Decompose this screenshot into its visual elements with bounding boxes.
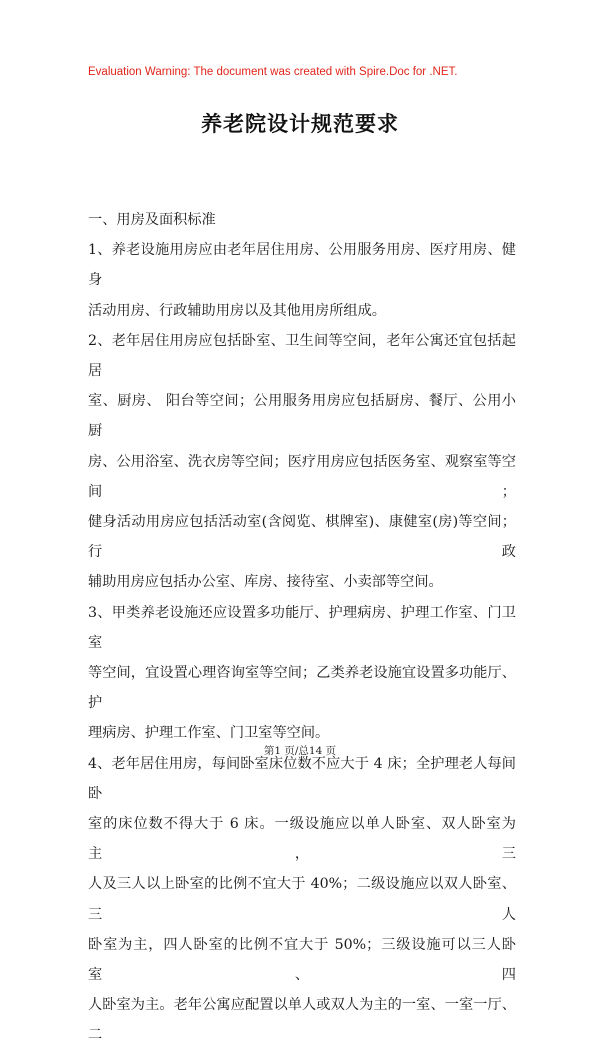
document-body [88, 205, 516, 1051]
paragraph-3-line: 等空间，宜设置心理咨询室等空间；乙类养老设施宜设置多功能厅、护 [88, 665, 516, 712]
document-title: 养老院设计规范要求 [201, 111, 399, 136]
paragraph-2-line: 辅助用房应包括办公室、库房、接待室、小卖部等空间。 [88, 574, 443, 591]
paragraph-2-line: 2、老年居住用房应包括卧室、卫生间等空间，老年公寓还宜包括起居 [88, 332, 516, 380]
paragraph-4-line: 4、老年居住用房，每间卧室床位数不应大于 4 床；全护理老人每间卧 [88, 755, 516, 802]
paragraph-4-line: 卧室为主，四人卧室的比例不宜大于 50%；三级设施可以三人卧室、四 [88, 936, 516, 984]
paragraph-4-line: 室的床位数不得大于 6 床。一级设施应以单人卧室、双人卧室为主，三 [88, 816, 516, 863]
paragraph-4-line: 人及三人以上卧室的比例不宜大于 40%；二级设施应以双人卧室、三人 [88, 876, 516, 923]
paragraph-2-line: 健身活动用房应包括活动室(含阅览、棋牌室)、康健室(房)等空间；行政 [88, 514, 516, 561]
paragraph-3-line: 3、甲类养老设施还应设置多功能厅、护理病房、护理工作室、门卫室 [88, 604, 516, 651]
page-number-footer: 第1 页/总14 页 [263, 745, 337, 757]
paragraph-2-line: 室、厨房、 阳台等空间；公用服务用房应包括厨房、餐厅、公用小厨 [88, 393, 516, 440]
paragraph-3-line: 理病房、护理工作室、门卫室等空间。 [88, 725, 330, 742]
paragraph-1-line: 1、养老设施用房应由老年居住用房、公用服务用房、医疗用房、健身 [88, 242, 516, 289]
section-heading: 一、用房及面积标准 [88, 212, 216, 228]
paragraph-1-line: 活动用房、行政辅助用房以及其他用房所组成。 [88, 302, 386, 319]
paragraph-4-line: 人卧室为主。老年公寓应配置以单人或双人为主的一室、一室一厅、二 [88, 997, 516, 1044]
evaluation-warning: Evaluation Warning: The document was created with Spire.Doc for .NET. [88, 66, 458, 78]
paragraph-2-line: 房、公用浴室、洗衣房等空间；医疗用房应包括医务室、观察室等空间； [88, 453, 516, 500]
